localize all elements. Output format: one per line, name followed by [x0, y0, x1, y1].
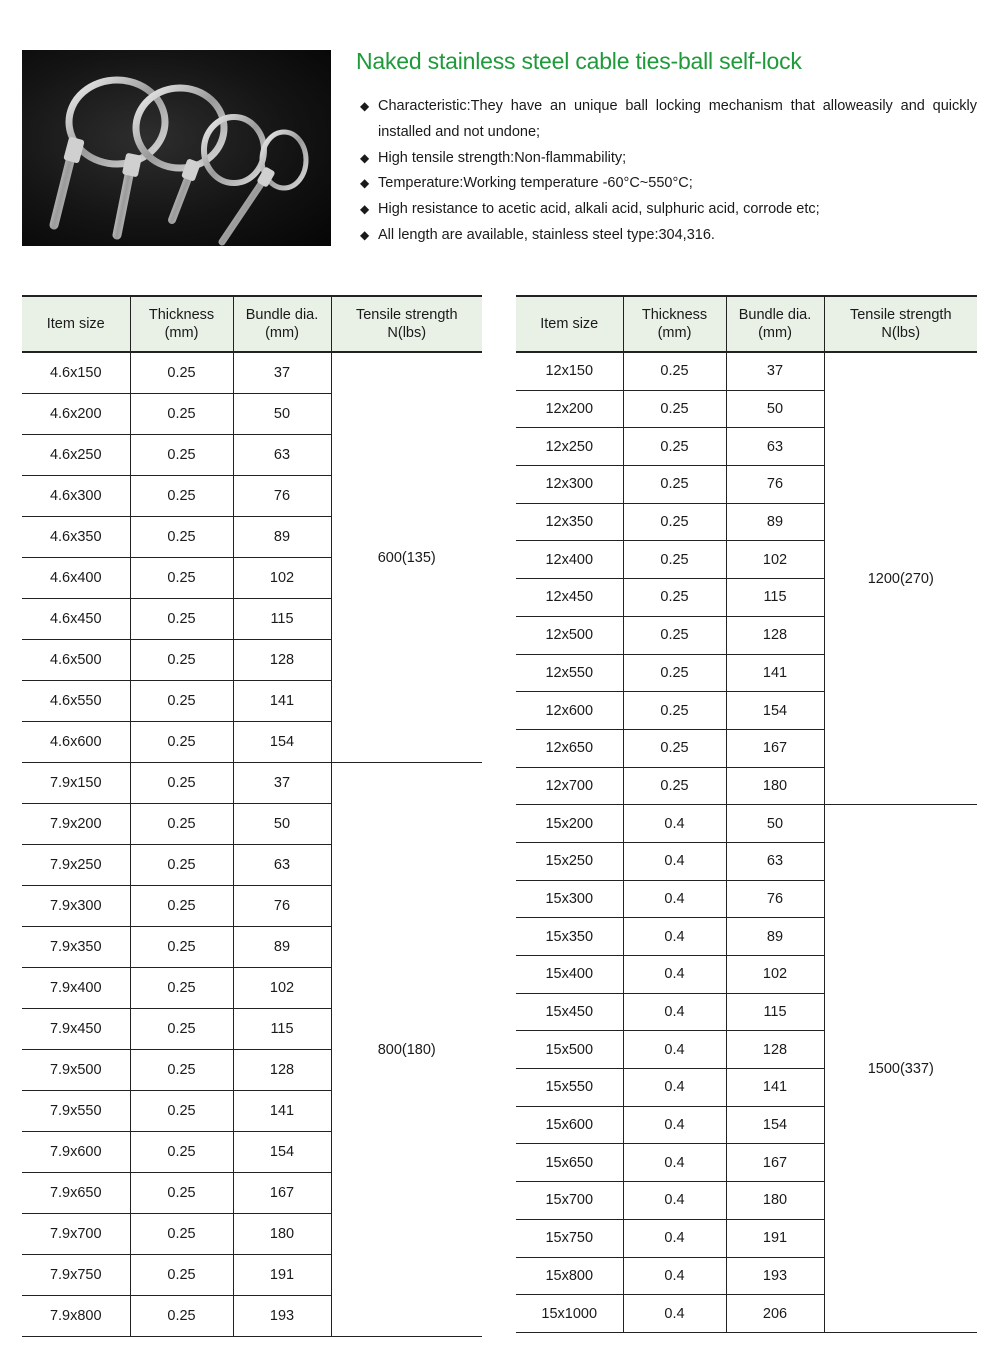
cell-bundle-dia: 128 [233, 640, 331, 681]
cell-bundle-dia: 76 [726, 466, 824, 504]
cell-item-size: 7.9x550 [22, 1091, 130, 1132]
cell-item-size: 15x700 [516, 1182, 623, 1220]
cell-item-size: 15x800 [516, 1257, 623, 1295]
table-row [516, 352, 977, 390]
cell-item-size: 15x200 [516, 805, 623, 843]
cell-thickness: 0.25 [130, 804, 233, 845]
cell-item-size: 15x300 [516, 880, 623, 918]
cell-thickness: 0.4 [623, 918, 726, 956]
cell-tensile-strength: 1200(270) [824, 352, 977, 805]
cell-bundle-dia: 154 [726, 1106, 824, 1144]
cell-tensile-strength: 800(180) [331, 763, 482, 1337]
cell-thickness: 0.25 [130, 886, 233, 927]
cell-bundle-dia: 154 [726, 692, 824, 730]
diamond-bullet-icon: ◆ [360, 99, 370, 113]
cell-thickness: 0.4 [623, 1182, 726, 1220]
cell-thickness: 0.25 [130, 763, 233, 804]
cell-bundle-dia: 76 [233, 886, 331, 927]
cell-thickness: 0.25 [130, 435, 233, 476]
spec-table-left [22, 295, 482, 1337]
cell-item-size: 12x150 [516, 352, 623, 390]
cell-item-size: 12x400 [516, 541, 623, 579]
cell-bundle-dia: 206 [726, 1295, 824, 1333]
cell-bundle-dia: 63 [233, 435, 331, 476]
cell-bundle-dia: 89 [726, 918, 824, 956]
cell-bundle-dia: 115 [233, 599, 331, 640]
cell-bundle-dia: 154 [233, 1132, 331, 1173]
cell-item-size: 7.9x150 [22, 763, 130, 804]
cell-thickness: 0.25 [130, 599, 233, 640]
cell-item-size: 4.6x450 [22, 599, 130, 640]
cell-bundle-dia: 154 [233, 722, 331, 763]
cell-item-size: 15x350 [516, 918, 623, 956]
cell-bundle-dia: 37 [233, 763, 331, 804]
cell-bundle-dia: 115 [726, 579, 824, 617]
cell-item-size: 4.6x400 [22, 558, 130, 599]
header-bundle-dia: Bundle dia. (mm) [726, 296, 824, 352]
header-tensile-strength: Tensile strength N(lbs) [824, 296, 977, 352]
feature-item: ◆ Characteristic:They have an unique ball locking mechanism that alloweasily and quickly installed and not undone; [360, 94, 977, 146]
table-header-row [22, 296, 482, 352]
cell-bundle-dia: 191 [233, 1255, 331, 1296]
cell-item-size: 7.9x700 [22, 1214, 130, 1255]
cell-bundle-dia: 141 [233, 681, 331, 722]
cell-thickness: 0.25 [623, 503, 726, 541]
cell-thickness: 0.25 [130, 640, 233, 681]
cell-bundle-dia: 50 [726, 390, 824, 428]
cell-item-size: 12x500 [516, 616, 623, 654]
cell-item-size: 4.6x550 [22, 681, 130, 722]
cell-item-size: 12x450 [516, 579, 623, 617]
cell-item-size: 15x1000 [516, 1295, 623, 1333]
cell-thickness: 0.25 [130, 1050, 233, 1091]
cell-thickness: 0.25 [623, 767, 726, 805]
cell-bundle-dia: 89 [233, 927, 331, 968]
cell-bundle-dia: 63 [726, 428, 824, 466]
cell-thickness: 0.4 [623, 842, 726, 880]
cell-bundle-dia: 167 [726, 1144, 824, 1182]
cell-item-size: 15x450 [516, 993, 623, 1031]
cell-item-size: 15x400 [516, 956, 623, 994]
cell-thickness: 0.25 [623, 541, 726, 579]
cell-thickness: 0.25 [130, 681, 233, 722]
page-title: Naked stainless steel cable ties-ball self-lock [356, 48, 802, 74]
cell-bundle-dia: 89 [726, 503, 824, 541]
cell-thickness: 0.25 [130, 1132, 233, 1173]
cell-bundle-dia: 50 [233, 804, 331, 845]
cell-bundle-dia: 37 [726, 352, 824, 390]
feature-item: ◆ High resistance to acetic acid, alkali acid, sulphuric acid, corrode etc; [360, 197, 977, 223]
cell-item-size: 7.9x800 [22, 1296, 130, 1337]
cell-bundle-dia: 167 [726, 729, 824, 767]
cell-item-size: 7.9x750 [22, 1255, 130, 1296]
cell-item-size: 15x600 [516, 1106, 623, 1144]
cell-item-size: 7.9x450 [22, 1009, 130, 1050]
cell-bundle-dia: 102 [726, 956, 824, 994]
feature-item: ◆ High tensile strength:Non-flammability; [360, 146, 977, 172]
diamond-bullet-icon: ◆ [360, 227, 370, 242]
cell-thickness: 0.25 [130, 352, 233, 394]
cell-thickness: 0.4 [623, 1144, 726, 1182]
cell-bundle-dia: 167 [233, 1173, 331, 1214]
cell-thickness: 0.25 [130, 1009, 233, 1050]
cell-bundle-dia: 63 [233, 845, 331, 886]
cell-bundle-dia: 141 [726, 1069, 824, 1107]
cell-thickness: 0.4 [623, 993, 726, 1031]
cell-bundle-dia: 76 [726, 880, 824, 918]
feature-item: ◆ All length are available, stainless steel type:304,316. [360, 223, 977, 249]
cell-item-size: 15x500 [516, 1031, 623, 1069]
cell-thickness: 0.25 [623, 390, 726, 428]
cell-thickness: 0.4 [623, 1069, 726, 1107]
cell-bundle-dia: 128 [726, 1031, 824, 1069]
cell-bundle-dia: 37 [233, 352, 331, 394]
cell-tensile-strength: 600(135) [331, 352, 482, 763]
feature-list [360, 94, 977, 249]
cell-thickness: 0.4 [623, 880, 726, 918]
cell-item-size: 12x200 [516, 390, 623, 428]
cell-thickness: 0.4 [623, 1031, 726, 1069]
cell-item-size: 15x650 [516, 1144, 623, 1182]
cell-bundle-dia: 115 [726, 993, 824, 1031]
cell-thickness: 0.25 [130, 1091, 233, 1132]
cell-item-size: 7.9x250 [22, 845, 130, 886]
diamond-bullet-icon: ◆ [360, 150, 370, 165]
cell-thickness: 0.25 [130, 927, 233, 968]
spec-table-right [516, 295, 977, 1333]
header-thickness: Thickness (mm) [623, 296, 726, 352]
cell-item-size: 7.9x200 [22, 804, 130, 845]
cell-bundle-dia: 63 [726, 842, 824, 880]
diamond-bullet-icon: ◆ [360, 176, 370, 191]
cell-item-size: 7.9x300 [22, 886, 130, 927]
cell-thickness: 0.25 [623, 428, 726, 466]
cell-thickness: 0.25 [130, 845, 233, 886]
cell-bundle-dia: 180 [726, 767, 824, 805]
header-tensile-strength: Tensile strength N(lbs) [331, 296, 482, 352]
cell-bundle-dia: 89 [233, 517, 331, 558]
table-row [22, 763, 482, 804]
cell-thickness: 0.25 [130, 722, 233, 763]
cell-bundle-dia: 50 [233, 394, 331, 435]
table-row [516, 805, 977, 843]
header-bundle-dia: Bundle dia. (mm) [233, 296, 331, 352]
cell-bundle-dia: 76 [233, 476, 331, 517]
cell-item-size: 15x750 [516, 1219, 623, 1257]
cell-bundle-dia: 141 [233, 1091, 331, 1132]
cell-item-size: 4.6x600 [22, 722, 130, 763]
cell-item-size: 12x350 [516, 503, 623, 541]
cell-thickness: 0.25 [130, 1214, 233, 1255]
cell-thickness: 0.25 [623, 654, 726, 692]
cable-ties-illustration [22, 50, 331, 246]
cell-thickness: 0.4 [623, 1219, 726, 1257]
cell-thickness: 0.25 [130, 517, 233, 558]
cell-item-size: 4.6x350 [22, 517, 130, 558]
cell-item-size: 4.6x300 [22, 476, 130, 517]
cell-item-size: 15x250 [516, 842, 623, 880]
cell-thickness: 0.25 [130, 1296, 233, 1337]
cell-item-size: 7.9x600 [22, 1132, 130, 1173]
header-item-size: Item size [516, 296, 623, 352]
cell-thickness: 0.25 [130, 476, 233, 517]
table-row [22, 352, 482, 394]
diamond-bullet-icon: ◆ [360, 202, 370, 217]
cell-item-size: 12x250 [516, 428, 623, 466]
cell-bundle-dia: 128 [233, 1050, 331, 1091]
cell-thickness: 0.25 [623, 616, 726, 654]
cell-thickness: 0.25 [623, 352, 726, 390]
cell-bundle-dia: 141 [726, 654, 824, 692]
cell-item-size: 7.9x500 [22, 1050, 130, 1091]
cell-thickness: 0.25 [623, 729, 726, 767]
cell-thickness: 0.25 [623, 692, 726, 730]
header-thickness: Thickness (mm) [130, 296, 233, 352]
cell-thickness: 0.4 [623, 956, 726, 994]
cell-thickness: 0.25 [130, 1255, 233, 1296]
cell-thickness: 0.4 [623, 1295, 726, 1333]
cell-bundle-dia: 50 [726, 805, 824, 843]
cell-item-size: 12x700 [516, 767, 623, 805]
cell-item-size: 15x550 [516, 1069, 623, 1107]
cell-tensile-strength: 1500(337) [824, 805, 977, 1333]
cell-item-size: 7.9x400 [22, 968, 130, 1009]
cell-item-size: 12x300 [516, 466, 623, 504]
cell-bundle-dia: 102 [233, 968, 331, 1009]
product-photo [22, 50, 331, 246]
cell-thickness: 0.4 [623, 805, 726, 843]
cell-thickness: 0.25 [130, 558, 233, 599]
cell-bundle-dia: 102 [233, 558, 331, 599]
header-item-size: Item size [22, 296, 130, 352]
cell-bundle-dia: 193 [726, 1257, 824, 1295]
cell-item-size: 4.6x150 [22, 352, 130, 394]
cell-item-size: 7.9x350 [22, 927, 130, 968]
feature-item: ◆ Temperature:Working temperature -60°C~550°C; [360, 171, 977, 197]
table-header-row [516, 296, 977, 352]
cell-item-size: 12x550 [516, 654, 623, 692]
cell-item-size: 4.6x500 [22, 640, 130, 681]
cell-thickness: 0.25 [130, 968, 233, 1009]
cell-thickness: 0.4 [623, 1257, 726, 1295]
cell-thickness: 0.25 [623, 579, 726, 617]
cell-bundle-dia: 180 [233, 1214, 331, 1255]
cell-item-size: 4.6x250 [22, 435, 130, 476]
cell-item-size: 4.6x200 [22, 394, 130, 435]
cell-bundle-dia: 180 [726, 1182, 824, 1220]
cell-thickness: 0.25 [130, 394, 233, 435]
cell-item-size: 7.9x650 [22, 1173, 130, 1214]
cell-thickness: 0.25 [130, 1173, 233, 1214]
cell-thickness: 0.4 [623, 1106, 726, 1144]
cell-bundle-dia: 191 [726, 1219, 824, 1257]
cell-item-size: 12x650 [516, 729, 623, 767]
cell-item-size: 12x600 [516, 692, 623, 730]
cell-bundle-dia: 102 [726, 541, 824, 579]
cell-bundle-dia: 128 [726, 616, 824, 654]
cell-thickness: 0.25 [623, 466, 726, 504]
cell-bundle-dia: 193 [233, 1296, 331, 1337]
cell-bundle-dia: 115 [233, 1009, 331, 1050]
